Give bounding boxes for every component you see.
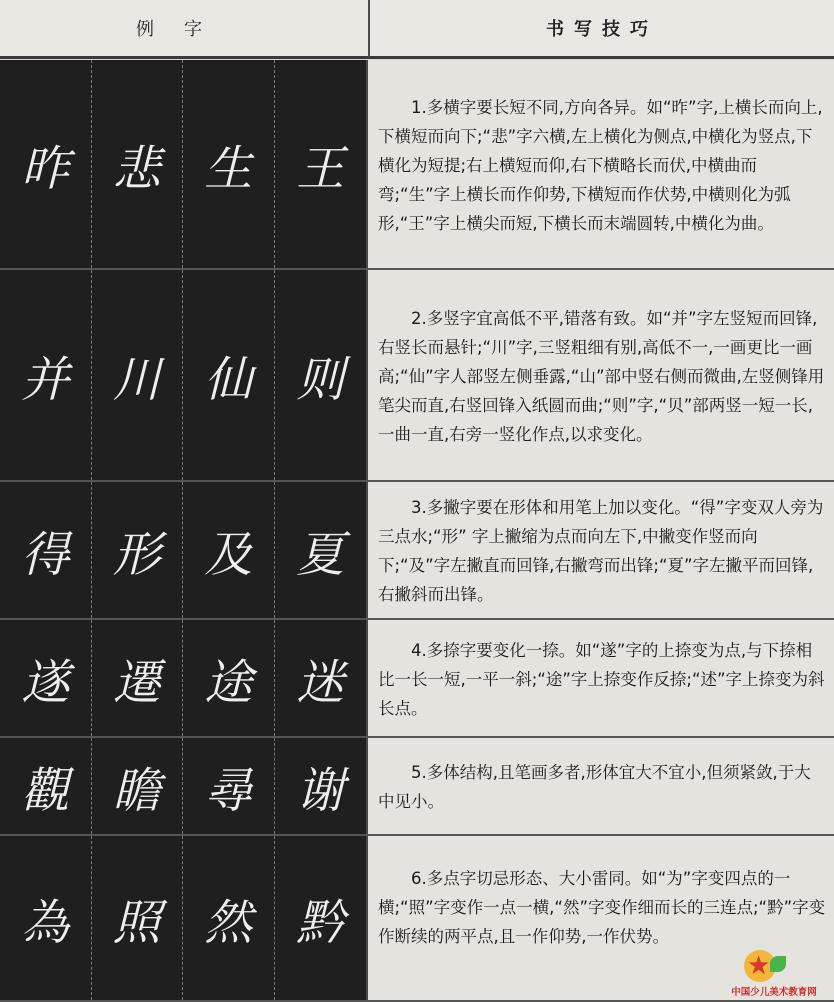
example-char: 悲: [92, 60, 184, 268]
writing-tip: 2.多竖字宜高低不平,错落有致。如“并”字左竖短而回锋,右竖长而悬针;“川”字,三竖粗细有别,高低不一,一画更比一画高;“仙”字人部竖左侧垂露,“山”部中竖右侧而微曲,左竖侧锋用笔尖而直,右竖回锋入纸圆而曲;“则”字,“贝”部两竖一短一长,一曲一直,右旁一竖化作点,以求变化。: [368, 270, 834, 482]
example-char: 瞻: [92, 738, 184, 834]
example-char: 川: [92, 270, 184, 480]
table-row: [0, 620, 834, 738]
table-row: [0, 60, 834, 270]
writing-tip: 4.多捺字要变化一捺。如“遂”字的上捺变为点,与下捺相比一长一短,一平一斜;“途”字上捺变作反捺;“述”字上捺变为斜长点。: [368, 620, 834, 738]
writing-tip: 6.多点字切忌形态、大小雷同。如“为”字变四点的一横;“照”字变作一点一横,“然”字变作细而长的三连点;“黔”字变作断续的两平点,且一作仰势,一作伏势。: [368, 836, 834, 1002]
table-row: [0, 270, 834, 482]
example-char: 则: [296, 351, 345, 408]
example-char: 遂: [0, 620, 92, 736]
table-row: [0, 738, 834, 836]
example-char: 王: [296, 140, 345, 197]
table-header: [0, 0, 834, 60]
example-characters: [0, 270, 368, 480]
example-char: 尋: [183, 738, 275, 834]
example-char: 為: [0, 836, 92, 1000]
header-tips: 书写技巧: [370, 0, 834, 59]
star-icon: ★: [747, 951, 771, 981]
example-char: 并: [0, 270, 92, 480]
example-char: 谢: [296, 762, 345, 819]
example-characters: [0, 836, 368, 1000]
example-char: 仙: [183, 270, 275, 480]
example-char: 途: [183, 620, 275, 736]
example-characters: [0, 738, 368, 834]
table-row: [0, 482, 834, 620]
site-name: 中国少儿美术教育网: [731, 987, 817, 998]
example-char: 觀: [0, 738, 92, 834]
example-characters: [0, 482, 368, 618]
writing-tip: 3.多撇字要在形体和用笔上加以变化。“得”字变双人旁为三点水;“形” 字上撇缩为点而向左下,中撇变作竖而向下;“及”字左撇直而回锋,右撇弯而出锋;“夏”字左撇平而回锋,右撇斜而出锋。: [368, 482, 834, 620]
writing-tip: 1.多横字要长短不同,方向各异。如“昨”字,上横长而向上,下横短而向下;“悲”字六横,左上横化为侧点,中横化为竖点,下横化为短提;右上横短而仰,右下横略长而伏,中横曲而弯;“生”字上横长而作仰势,下横短而作伏势,中横则化为弧形,“王”字上横尖而短,下横长而末端圆转,中横化为曲。: [368, 60, 834, 270]
example-char: 迷: [296, 654, 345, 711]
leaf-icon: [770, 956, 786, 972]
example-char: 遷: [92, 620, 184, 736]
example-char: 及: [183, 482, 275, 618]
example-characters: [0, 620, 368, 736]
site-logo[interactable]: [720, 950, 828, 1000]
example-char: 黔: [296, 894, 345, 951]
example-char: 昨: [0, 60, 92, 268]
example-char: 生: [183, 60, 275, 268]
writing-tip: 5.多体结构,且笔画多者,形体宜大不宜小,但须紧敛,于大中见小。: [368, 738, 834, 836]
example-characters: [0, 60, 368, 268]
example-char: 得: [0, 482, 92, 618]
example-char: 夏: [296, 526, 345, 583]
header-examples: 例字: [0, 0, 370, 59]
example-char: 形: [92, 482, 184, 618]
example-char: 然: [183, 836, 275, 1000]
table-row: [0, 836, 834, 1002]
example-char: 照: [92, 836, 184, 1000]
